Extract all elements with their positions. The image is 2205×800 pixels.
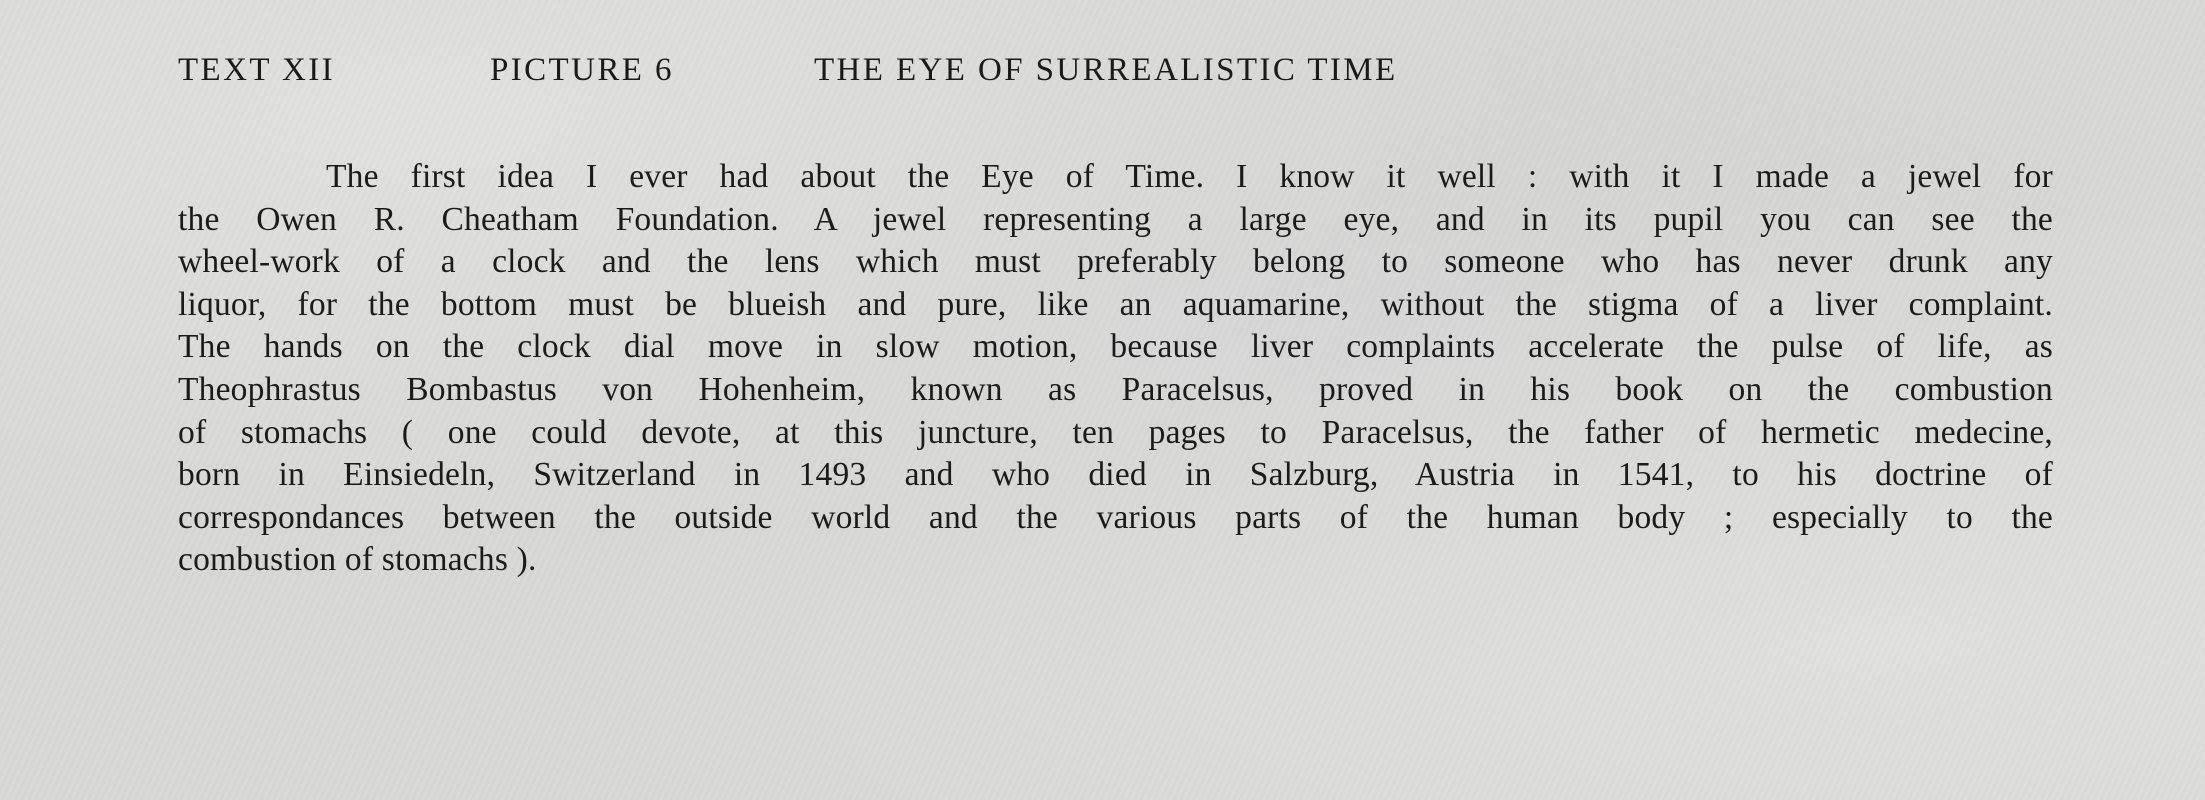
paragraph-line: Theophrastus Bombastus von Hohenheim, known as Paracelsus, proved in his book on the combustion bbox=[178, 370, 2053, 408]
paragraph-line: The hands on the clock dial move in slow motion, because liver complaints accelerate the pulse of life, as bbox=[178, 328, 2053, 366]
section-label: TEXT XII bbox=[178, 52, 335, 88]
picture-label: PICTURE 6 bbox=[490, 52, 674, 88]
body-paragraph bbox=[178, 156, 2053, 582]
paragraph-line: of stomachs ( one could devote, at this juncture, ten pages to Paracelsus, the father of hermetic medecine, bbox=[178, 413, 2053, 451]
paragraph-line: born in Einsiedeln, Switzerland in 1493 and who died in Salzburg, Austria in 1541, to his doctrine of bbox=[178, 456, 2053, 494]
paragraph-line: The first idea I ever had about the Eye of Time. I know it well : with it I made a jewel for bbox=[326, 158, 2053, 195]
paragraph-line: correspondances between the outside world and the various parts of the human body ; especially to the bbox=[178, 498, 2053, 536]
page-heading bbox=[178, 52, 1398, 96]
paragraph-line-last: combustion of stomachs ). bbox=[178, 541, 537, 579]
paragraph-line: liquor, for the bottom must be blueish and pure, like an aquamarine, without the stigma of a liver complaint. bbox=[178, 285, 2053, 323]
page-title: THE EYE OF SURREALISTIC TIME bbox=[814, 52, 1398, 88]
paragraph-line: wheel-work of a clock and the lens which must preferably belong to someone who has never drunk any bbox=[178, 243, 2053, 281]
paragraph-line: the Owen R. Cheatham Foundation. A jewel representing a large eye, and in its pupil you can see the bbox=[178, 200, 2053, 238]
